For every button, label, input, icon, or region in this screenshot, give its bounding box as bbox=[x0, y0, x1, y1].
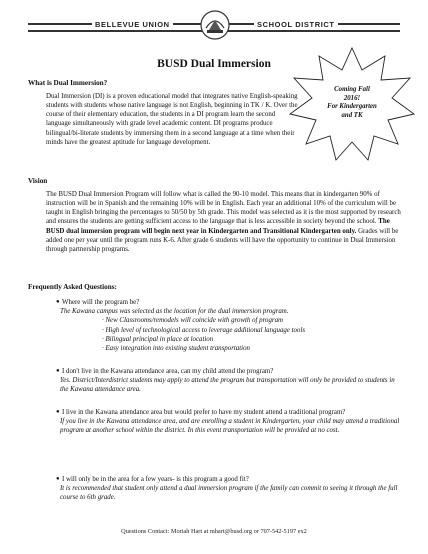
faq-answer: Yes. District/Interdistrict students may apply to attend the program but transportation will only be provided to students in the Kawana attendance area. bbox=[60, 377, 395, 394]
bullet-icon: ● bbox=[56, 476, 60, 482]
district-name-left: BELLEVUE UNION bbox=[92, 20, 173, 29]
callout-line-2: 2016! bbox=[343, 94, 361, 102]
faq-sub-point: · Easy integration into existing student transportation bbox=[102, 345, 250, 353]
district-name-right: SCHOOL DISTRICT bbox=[254, 20, 338, 29]
callout-line-4: and TK bbox=[341, 111, 363, 119]
faq-question-text: I live in the Kawana attendance area but would prefer to have my student attend a traditional program? bbox=[62, 409, 346, 416]
faq-question-text: I will only be in the area for a few years- is this program a good fit? bbox=[62, 476, 249, 483]
faq-heading: Frequently Asked Questions: bbox=[28, 283, 117, 291]
faq-sub-point: · Bilingual principal in place at location bbox=[102, 335, 214, 343]
faq-item-1 bbox=[28, 298, 404, 353]
faq-sub-point: · New Classrooms/remodels will coincide with growth of program bbox=[102, 317, 284, 325]
district-logo-icon bbox=[200, 10, 230, 40]
vision-body bbox=[46, 190, 406, 254]
contact-line: Questions Contact: Moriah Hart at mhart@busd.org or 707-542-5197 ex2 bbox=[121, 528, 307, 535]
faq-question-text: Where will the program be? bbox=[62, 299, 140, 306]
bullet-icon: ● bbox=[56, 409, 60, 415]
faq-item-3 bbox=[28, 408, 404, 436]
faq-item-2 bbox=[28, 367, 404, 395]
vision-heading: Vision bbox=[28, 177, 48, 185]
faq-question bbox=[28, 475, 404, 484]
faq-answer: If you live in the Kawana attendance area, and are enrolling a student in Kindergarten, your child may attend a traditional program at another school within the district. In this event transportation will be provided at no cost. bbox=[60, 418, 400, 435]
what-is-body: Dual Immersion (DI) is a proven educational model that integrates native English-speaking students with students whose native language is not English, beginning in TK / K. Over the course of their elementary education, the students in a DI program learn the second language simultaneously with grade level academic content. DI programs produce bilingual/bi-literate students by immersing them in a second language at a time when their minds have the greatest aptitude for language development. bbox=[46, 93, 298, 146]
faq-question-text: I don't live in the Kawana attendance area, can my child attend the program? bbox=[62, 368, 274, 375]
faq-question bbox=[28, 298, 404, 307]
faq-question bbox=[28, 367, 404, 376]
faq-answer: The Kawana campus was selected as the location for the dual immersion program. bbox=[60, 308, 289, 316]
faq-question bbox=[28, 408, 404, 417]
callout-line-3: For Kindergarten bbox=[327, 103, 377, 111]
vision-text-end: Grades will be added one per year until the program runs K-6. After grade 6 students will have the opportunity to continue in Dual Immersion through partnership programs. bbox=[46, 227, 399, 253]
callout-line-1: Coming Fall bbox=[334, 86, 370, 93]
faq-answer: It is recommended that student only attend a dual immersion program if the family can commit to seeing it through the full course to 6th grade. bbox=[60, 485, 398, 502]
bullet-icon: ● bbox=[56, 368, 60, 374]
vision-text-start: The BUSD Dual Immersion Program will follow what is called the 90-10 model. This means that in kindergarten 90% of instruction will be in Spanish and the remaining 10% will be in English. Each year an additional 10% of the curriculum will be taught in English bringing the percentages to 50/50 by 5th grade. This model was selected as it is the most supported by research and ensures the students are getting sufficient access to the language that is less accessible in society beyond the school. bbox=[46, 191, 401, 226]
district-header bbox=[28, 10, 400, 44]
what-is-heading: What is Dual Immersion? bbox=[28, 79, 108, 87]
callout-text bbox=[306, 86, 398, 120]
faq-item-4 bbox=[28, 475, 404, 503]
bullet-icon: ● bbox=[56, 299, 60, 305]
vision-text-bold: The BUSD dual immersion program will begin next year in Kindergarten and Transitional Kindergarten only. bbox=[46, 218, 390, 235]
faq-sub-point: · High level of technological access to leverage additional language tools bbox=[102, 326, 306, 334]
page-title: BUSD Dual Immersion bbox=[157, 58, 271, 70]
